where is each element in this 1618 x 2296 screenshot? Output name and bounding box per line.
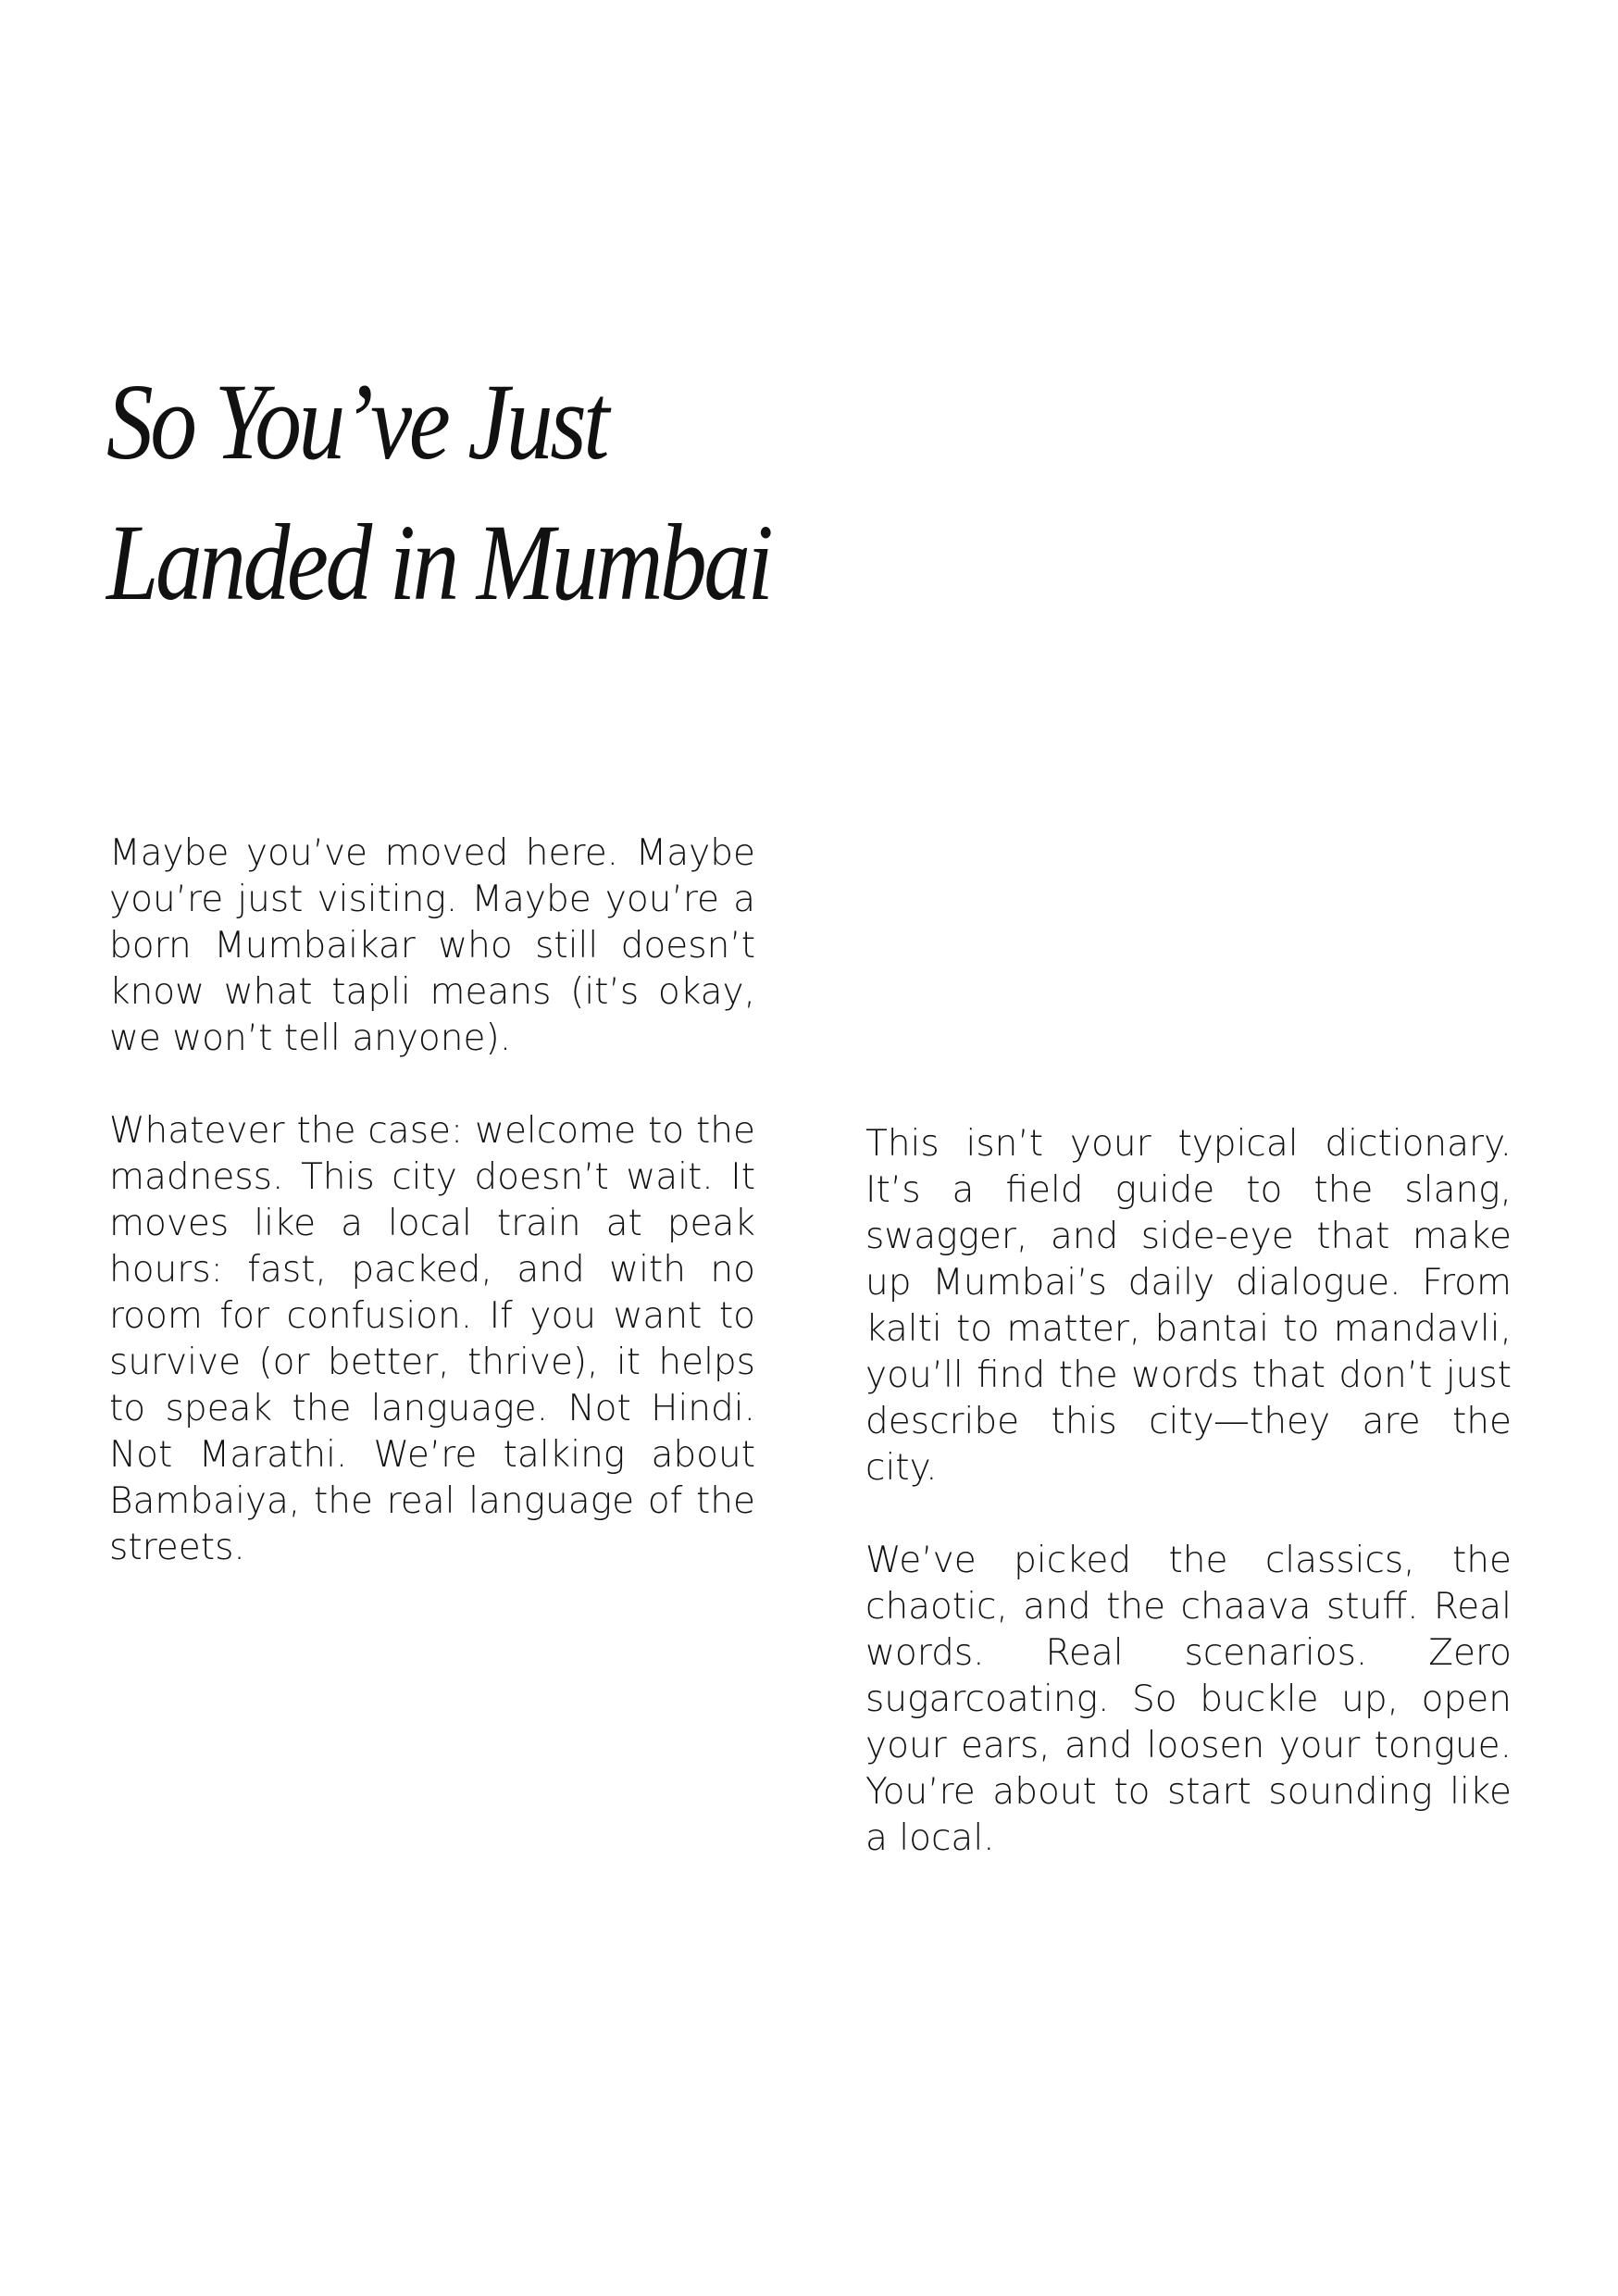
title-line-1: So You’ve Just xyxy=(106,361,607,482)
intro-paragraph-4: We’ve picked the classics, the chaotic, and the chaava stuff. Real words. Real scenarios. Zero sugarcoating. So buckle up, open your ears, and loosen your tongue. You’re about to start sounding like a local. xyxy=(865,1540,1512,1859)
right-column xyxy=(865,1121,1512,1908)
page-title xyxy=(106,352,823,633)
title-line-2: Landed in Mumbai xyxy=(106,502,771,623)
intro-paragraph-2: Whatever the case: welcome to the madness. This city doesn’t wait. It moves like a local train at peak hours: fast, packed, and with no room for confusion. If you want to survive (or better, thrive), it helps to speak the language. Not Hindi. Not Marathi. We’re talking about Bambaiya, the real language of the streets. xyxy=(109,1110,755,1568)
intro-paragraph-1: Maybe you’ve moved here. Maybe you’re just visiting. Maybe you’re a born Mumbaikar who still doesn’t know what tapli means (it’s okay, we won’t tell anyone). xyxy=(109,832,755,1059)
intro-paragraph-3: This isn’t your typical dictionary. It’s a field guide to the slang, swagger, and side-eye that make up Mumbai’s daily dialogue. From kalti to matter, bantai to mandavli, you’ll find the words that don’t just describe this city—they are the city. xyxy=(865,1123,1512,1489)
left-column xyxy=(109,830,755,1617)
